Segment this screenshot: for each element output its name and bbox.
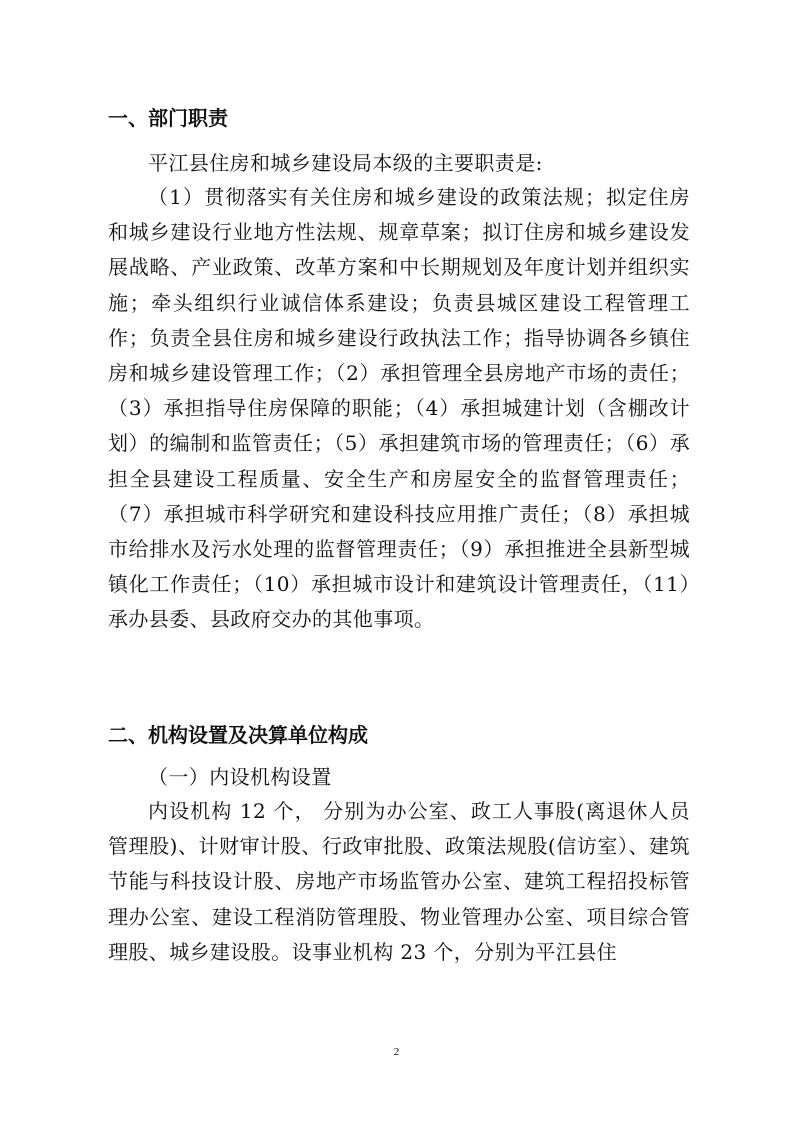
page-number: 2 bbox=[393, 1046, 400, 1058]
duties-intro: 平江县住房和城乡建设局本级的主要职责是: bbox=[148, 151, 543, 175]
internal-structure-paragraph: 内设机构 12 个， 分别为办公室、政工人事股(离退休人员管理股)、计财审计股、行政审批股、政策法规股(信访室）、建筑节能与科技设计股、房地产市场监管办公室、建筑工程招投标管理办公室、建设工程消防管理股、物业管理办公室、项目综合管理股、城乡建设股。设事业机构 23 个，分别为平江县住 bbox=[108, 799, 690, 964]
duties-paragraph: （1）贯彻落实有关住房和城乡建设的政策法规；拟定住房和城乡建设行业地方性法规、规章草案；拟订住房和城乡建设发展战略、产业政策、改革方案和中长期规划及年度计划并组织实施；牵头组织行业诚信体系建设；负责县城区建设工程管理工作；负责全县住房和城乡建设行政执法工作；指导协调各乡镇住房和城乡建设管理工作；（2）承担管理全县房地产市场的责任；（3）承担指导住房保障的职能；（4）承担城建计划（含棚改计划）的编制和监管责任；（5）承担建筑市场的管理责任；（6）承担全县建设工程质量、安全生产和房屋安全的监督管理责任；（7）承担城市科学研究和建设科技应用推广责任；（8）承担城市给排水及污水处理的监督管理责任；（9）承担推进全县新型城镇化工作责任；（10）承担城市设计和建筑设计管理责任，（11）承办县委、县政府交办的其他事项。 bbox=[108, 185, 690, 632]
subheading-internal-structure: （一）内设机构设置 bbox=[148, 765, 332, 789]
section-heading-organization: 二、机构设置及决算单位构成 bbox=[108, 723, 368, 747]
section-heading-duties: 一、部门职责 bbox=[108, 106, 228, 130]
